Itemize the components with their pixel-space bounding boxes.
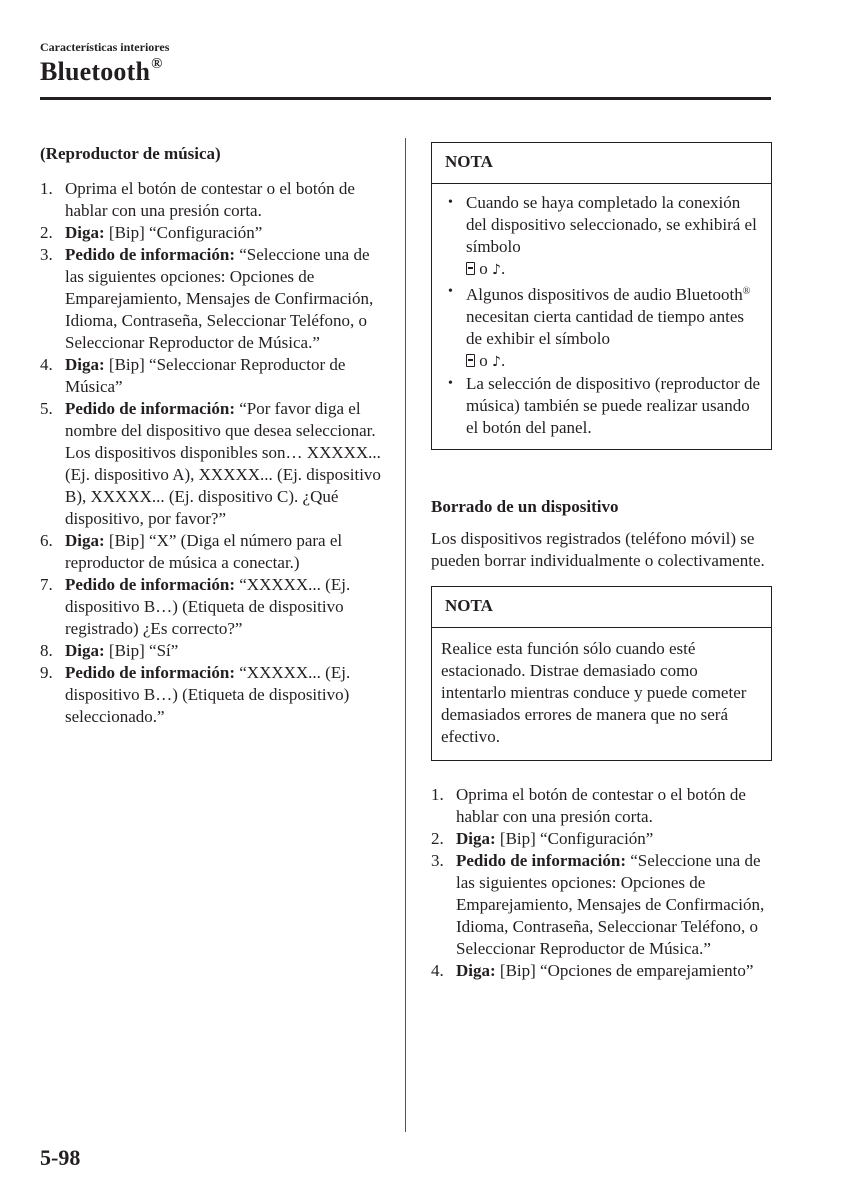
list-item: 3. Pedido de información: “Seleccione una de las siguientes opciones: Opciones de Emparejamiento, Mensajes de Confirmación, Idioma, Contraseña, Seleccionar Teléfono, o Seleccionar Reproductor de Música.”	[40, 245, 374, 352]
music-note-icon: ♪	[492, 262, 501, 278]
list-item: 1. Oprima el botón de contestar o el botón de hablar con una presión corta.	[40, 179, 355, 220]
list-item: • Cuando se haya completado la conexión del dispositivo seleccionado, se exhibirá el símbolo o ♪.	[442, 192, 761, 281]
list-item: 5. Pedido de información: “Por favor diga el nombre del dispositivo que desea seleccionar. Los dispositivos disponibles son… XXXXX... (Ej. dispositivo A), XXXXX... (Ej. dispositivo B), XXXXX... (Ej. dispositivo C). ¿Qué dispositivo, por favor?”	[40, 399, 381, 528]
list-item: 8. Diga: [Bip] “Sí”	[40, 641, 179, 660]
note-body	[432, 184, 771, 449]
note-title: NOTA	[432, 143, 771, 184]
bluetooth-audio-icon	[466, 262, 475, 275]
bluetooth-audio-icon	[466, 354, 475, 367]
list-item: 4. Diga: [Bip] “Opciones de emparejamiento”	[431, 961, 754, 980]
list-item: 2. Diga: [Bip] “Configuración”	[40, 223, 263, 242]
note-title: NOTA	[432, 587, 771, 628]
list-item: 1. Oprima el botón de contestar o el botón de hablar con una presión corta.	[431, 785, 746, 826]
list-item: 6. Diga: [Bip] “X” (Diga el número para el reproductor de música a conectar.)	[40, 531, 343, 572]
delete-device-steps	[431, 784, 772, 982]
list-item: 9. Pedido de información: “XXXXX... (Ej. dispositivo B…) (Etiqueta de dispositivo) seleccionado.”	[40, 663, 351, 726]
section-label: Características interiores	[40, 40, 170, 54]
note-body: Realice esta función sólo cuando esté estacionado. Distrae demasiado como intentarlo mientras conduce y puede cometer demasiados errores de manera que no será efectivo.	[441, 639, 747, 746]
list-item: • Algunos dispositivos de audio Bluetooth® necesitan cierta cantidad de tiempo antes de exhibir el símbolo o ♪.	[442, 281, 761, 373]
right-column	[431, 142, 772, 982]
header-rule	[40, 97, 771, 100]
list-item: 3. Pedido de información: “Seleccione una de las siguientes opciones: Opciones de Emparejamiento, Mensajes de Confirmación, Idioma, Contraseña, Seleccionar Teléfono, o Seleccionar Reproductor de Música.”	[431, 851, 765, 958]
list-item: 4. Diga: [Bip] “Seleccionar Reproductor de Música”	[40, 355, 346, 396]
left-column	[40, 142, 382, 728]
page-title: Bluetooth®	[40, 56, 163, 86]
note-box-warning	[431, 586, 772, 761]
music-player-heading: (Reproductor de música)	[40, 144, 221, 163]
note-box-connection	[431, 142, 772, 450]
page-number: 5-98	[40, 1145, 81, 1170]
delete-device-text: Los dispositivos registrados (teléfono móvil) se pueden borrar individualmente o colectivamente.	[431, 529, 765, 570]
delete-device-heading: Borrado de un dispositivo	[431, 497, 619, 516]
list-item: 2. Diga: [Bip] “Configuración”	[431, 829, 654, 848]
registered-mark: ®	[151, 56, 163, 72]
music-note-icon: ♪	[492, 354, 501, 370]
list-item: 7. Pedido de información: “XXXXX... (Ej. dispositivo B…) (Etiqueta de dispositivo registrado) ¿Es correcto?”	[40, 575, 351, 638]
list-item: • La selección de dispositivo (reproductor de música) también se puede realizar usando el botón del panel.	[448, 374, 761, 437]
music-player-steps	[40, 178, 382, 728]
column-divider	[405, 138, 406, 1132]
